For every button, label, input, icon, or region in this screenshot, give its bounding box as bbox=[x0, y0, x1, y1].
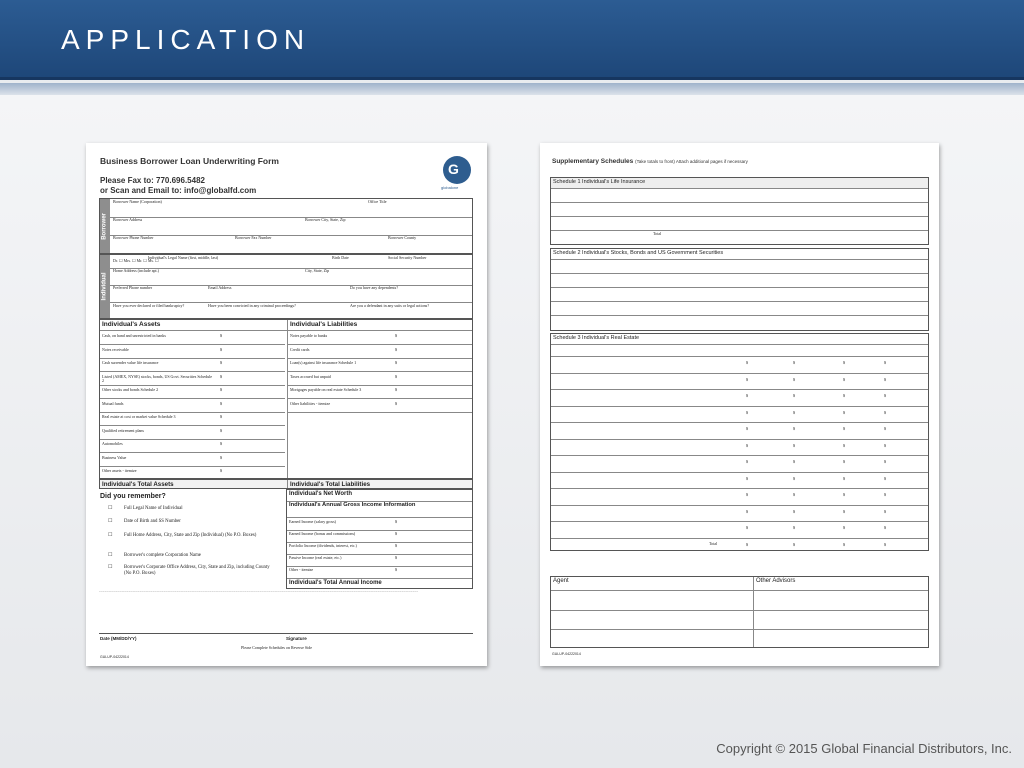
remember-checkbox[interactable]: ☐ bbox=[108, 565, 113, 570]
liability-row[interactable]: Credit cards bbox=[290, 346, 310, 352]
real-estate-dollar: $ bbox=[793, 360, 795, 365]
net-worth-label: Individual's Net Worth bbox=[289, 491, 352, 497]
real-estate-dollar: $ bbox=[793, 541, 795, 547]
field-borrower-county[interactable]: Borrower County bbox=[388, 235, 417, 240]
asset-dollar: $ bbox=[220, 333, 222, 338]
real-estate-dollar: $ bbox=[746, 409, 748, 415]
remember-checkbox[interactable]: ☐ bbox=[108, 553, 113, 558]
fax-line: Please Fax to: 770.696.5482 bbox=[100, 176, 205, 185]
borrower-label: Borrower bbox=[101, 213, 108, 240]
remember-item: Full Home Address, City, State and Zip (Individual) (No P.O. Boxes) bbox=[124, 533, 257, 538]
asset-row[interactable]: Automobiles bbox=[102, 441, 123, 446]
asset-row[interactable]: Business Value bbox=[102, 454, 127, 460]
field-preferred-phone[interactable]: Preferred Phone number bbox=[113, 285, 153, 290]
slide-title: APPLICATION bbox=[61, 24, 311, 55]
real-estate-dollar: $ bbox=[843, 541, 845, 547]
real-estate-dollar: $ bbox=[884, 475, 886, 481]
liability-row[interactable]: Notes payable to banks bbox=[290, 333, 328, 338]
real-estate-dollar: $ bbox=[843, 426, 845, 431]
real-estate-dollar: $ bbox=[843, 360, 845, 365]
remember-item: Date of Birth and SS Number bbox=[124, 519, 181, 524]
asset-row[interactable]: Notes receivable bbox=[102, 346, 129, 352]
real-estate-dollar: $ bbox=[746, 541, 748, 547]
real-estate-dollar: $ bbox=[746, 508, 748, 514]
form2-code: GULUP-04222014 bbox=[552, 652, 581, 656]
field-legal-name[interactable]: Individual's Legal Name (first, middle, last) bbox=[148, 255, 219, 260]
remember-checkbox[interactable]: ☐ bbox=[108, 519, 113, 524]
real-estate-dollar: $ bbox=[884, 459, 886, 464]
real-estate-dollar: $ bbox=[793, 376, 795, 382]
remember-item: Full Legal Name of Individual bbox=[124, 506, 183, 511]
real-estate-dollar: $ bbox=[884, 442, 886, 448]
totals-row bbox=[99, 479, 473, 489]
real-estate-dollar: $ bbox=[746, 475, 748, 481]
asset-dollar: $ bbox=[220, 387, 222, 392]
field-criminal[interactable]: Have you been convicted in any criminal proceedings? bbox=[208, 303, 296, 308]
real-estate-dollar: $ bbox=[884, 376, 886, 382]
income-row[interactable]: Passive Income (real estate, etc.) bbox=[289, 555, 342, 560]
real-estate-dollar: $ bbox=[843, 525, 845, 530]
real-estate-dollar: $ bbox=[884, 360, 886, 365]
real-estate-dollar: $ bbox=[843, 442, 845, 448]
real-estate-dollar: $ bbox=[793, 508, 795, 514]
schedule-1-title: Schedule 1 Individual's Life Insurance bbox=[553, 179, 646, 185]
liability-row[interactable]: Other liabilities - itemize bbox=[290, 400, 331, 406]
liability-dollar: $ bbox=[395, 373, 397, 379]
borrower-section bbox=[99, 198, 473, 254]
real-estate-dollar: $ bbox=[884, 525, 886, 530]
field-borrower-city[interactable]: Borrower City, State, Zip bbox=[305, 217, 346, 222]
real-estate-dollar: $ bbox=[884, 508, 886, 514]
real-estate-dollar: $ bbox=[746, 442, 748, 448]
real-estate-dollar: $ bbox=[843, 492, 845, 497]
real-estate-dollar: $ bbox=[884, 541, 886, 547]
income-table bbox=[286, 489, 473, 589]
income-row[interactable]: Earned Income (salary gross) bbox=[289, 519, 336, 524]
form1-code: GULUP-04222014 bbox=[100, 655, 129, 659]
field-city-state-zip[interactable]: City, State, Zip bbox=[305, 268, 330, 273]
real-estate-dollar: $ bbox=[793, 393, 795, 398]
asset-dollar: $ bbox=[220, 427, 222, 433]
real-estate-dollar: $ bbox=[843, 475, 845, 481]
date-label: Date (MM/DD/YY) bbox=[100, 636, 137, 641]
field-birth-date[interactable]: Birth Date bbox=[332, 255, 349, 260]
agent-advisors-table bbox=[550, 576, 929, 648]
real-estate-dollar: $ bbox=[746, 492, 748, 497]
field-home-address[interactable]: Home Address (include apt.) bbox=[113, 268, 159, 273]
remember-checkbox[interactable]: ☐ bbox=[108, 506, 113, 511]
asset-row[interactable]: Cash surrender value life insurance bbox=[102, 360, 159, 365]
form-title: Business Borrower Loan Underwriting Form bbox=[100, 156, 279, 166]
schedule-3-table bbox=[550, 333, 929, 551]
asset-row[interactable]: Real estate at cost or market value Schedule 3 bbox=[102, 414, 176, 419]
agent-label: Agent bbox=[553, 578, 569, 584]
schedule-1-total: Total bbox=[653, 231, 662, 236]
liability-dollar: $ bbox=[395, 400, 397, 406]
income-dollar: $ bbox=[395, 519, 397, 524]
real-estate-dollar: $ bbox=[793, 442, 795, 448]
asset-dollar: $ bbox=[220, 373, 222, 379]
real-estate-dollar: $ bbox=[746, 393, 748, 398]
schedule-3-title: Schedule 3 Individual's Real Estate bbox=[553, 335, 640, 341]
remember-item: Borrower's complete Corporation Name bbox=[124, 553, 201, 558]
real-estate-dollar: $ bbox=[746, 376, 748, 382]
real-estate-dollar: $ bbox=[793, 475, 795, 481]
individual-section: Individual Dr. ☐ Mrs. ☐ Mr. ☐ Ms. ☐ Individual's Legal Name (first, middle, last) Birth Date Social Security Number Home Address (include apt.) City, State, Zip Preferred Phone number Email Address Do you have any dependents? Have you ever declared or filed bankruptcy? Have you been convicted in any criminal proceedings? Are you a defendant in any suits or legal actions? bbox=[99, 254, 473, 319]
asset-dollar: $ bbox=[220, 441, 222, 446]
liability-dollar: $ bbox=[395, 360, 397, 365]
field-email[interactable]: Email Address bbox=[208, 285, 232, 290]
supplementary-schedules-page bbox=[540, 143, 939, 666]
field-borrower-name[interactable]: Borrower Name (Corporation) bbox=[113, 199, 162, 204]
real-estate-dollar: $ bbox=[843, 393, 845, 398]
field-borrower-phone[interactable]: Borrower Phone Number bbox=[113, 235, 154, 240]
field-office-title[interactable]: Office Title bbox=[368, 199, 387, 204]
field-legal-actions[interactable]: Are you a defendant in any suits or legal actions? bbox=[350, 303, 429, 308]
real-estate-dollar: $ bbox=[793, 426, 795, 431]
real-estate-dollar: $ bbox=[793, 409, 795, 415]
asset-dollar: $ bbox=[220, 400, 222, 406]
asset-row[interactable]: Listed (AMEX, NYSE) stocks, bonds, US Govt. Securities Schedule 2 bbox=[102, 373, 212, 384]
real-estate-dollar: $ bbox=[793, 492, 795, 497]
income-dollar: $ bbox=[395, 555, 397, 560]
asset-dollar: $ bbox=[220, 346, 222, 352]
email-line: or Scan and Email to: info@globalfd.com bbox=[100, 186, 257, 195]
total-assets-label: Individual's Total Assets bbox=[102, 481, 174, 488]
liability-dollar: $ bbox=[395, 333, 397, 338]
total-income-label: Individual's Total Annual Income bbox=[289, 580, 382, 586]
assets-title: Individual's Assets bbox=[102, 321, 161, 328]
income-dollar: $ bbox=[395, 543, 397, 548]
real-estate-dollar: $ bbox=[843, 459, 845, 464]
real-estate-dollar: $ bbox=[843, 376, 845, 382]
real-estate-dollar: $ bbox=[746, 426, 748, 431]
real-estate-dollar: $ bbox=[746, 459, 748, 464]
real-estate-dollar: $ bbox=[884, 492, 886, 497]
remember-checkbox[interactable]: ☐ bbox=[108, 533, 113, 538]
asset-row[interactable]: Cash, on hand and unrestricted in banks bbox=[102, 333, 166, 338]
real-estate-dollar: $ bbox=[843, 508, 845, 514]
schedule-2-title: Schedule 2 Individual's Stocks, Bonds and US Government Securities bbox=[553, 250, 724, 256]
income-row[interactable]: Portfolio Income (dividends, interest, etc.) bbox=[289, 543, 357, 548]
asset-row[interactable]: Mutual funds bbox=[102, 400, 124, 406]
real-estate-dollar: $ bbox=[884, 393, 886, 398]
asset-dollar: $ bbox=[220, 360, 222, 365]
other-advisors-label: Other Advisors bbox=[756, 578, 796, 584]
liability-row[interactable]: Loan(s) against life insurance Schedule 1 bbox=[290, 360, 357, 365]
schedules-title: Supplementary Schedules (Take totals to front) Attach additional pages if necessary bbox=[552, 158, 748, 165]
schedule-3-total: Total bbox=[709, 541, 718, 546]
field-borrower-fax[interactable]: Borrower Fax Number bbox=[235, 235, 272, 240]
remember-item: Borrower's Corporate Office Address, City, State and Zip, including County (No P.O. Boxes) bbox=[124, 565, 270, 576]
asset-dollar: $ bbox=[220, 468, 222, 473]
liability-row[interactable]: Taxes accrued but unpaid bbox=[290, 373, 331, 379]
asset-dollar: $ bbox=[220, 414, 222, 419]
field-ssn[interactable]: Social Security Number bbox=[388, 255, 427, 260]
real-estate-dollar: $ bbox=[843, 409, 845, 415]
income-dollar: $ bbox=[395, 531, 397, 536]
field-dependents[interactable]: Do you have any dependents? bbox=[350, 285, 398, 290]
signature-label: Signature bbox=[286, 636, 307, 641]
asset-row[interactable]: Other stocks and bonds Schedule 2 bbox=[102, 387, 159, 392]
asset-row[interactable]: Qualified retirement plans bbox=[102, 427, 144, 433]
globalone-logo-icon: G bbox=[443, 156, 471, 184]
real-estate-dollar: $ bbox=[746, 360, 748, 365]
schedule-1-table bbox=[550, 177, 929, 245]
total-liabilities-label: Individual's Total Liabilities bbox=[290, 481, 371, 488]
real-estate-dollar: $ bbox=[793, 525, 795, 530]
asset-dollar: $ bbox=[220, 454, 222, 460]
real-estate-dollar: $ bbox=[884, 409, 886, 415]
remember-title: Did you remember? bbox=[100, 493, 166, 500]
real-estate-dollar: $ bbox=[746, 525, 748, 530]
individual-label: Individual bbox=[101, 272, 108, 301]
asset-row[interactable]: Other assets - itemize bbox=[102, 468, 137, 473]
liability-dollar: $ bbox=[395, 387, 397, 392]
income-row[interactable]: Earned Income (bonus and commissions) bbox=[289, 531, 356, 536]
gross-income-title: Individual's Annual Gross Income Information bbox=[289, 502, 416, 508]
assets-liabilities-table bbox=[99, 319, 473, 479]
income-row[interactable]: Other - itemize bbox=[289, 567, 314, 572]
loan-underwriting-form-page bbox=[86, 143, 487, 666]
real-estate-dollar: $ bbox=[793, 459, 795, 464]
copyright: Copyright © 2015 Global Financial Distributors, Inc. bbox=[716, 741, 1012, 756]
logo-text: globalone bbox=[441, 185, 459, 190]
reverse-note: Please Complete Schedules on Reverse Side bbox=[241, 645, 312, 650]
income-dollar: $ bbox=[395, 567, 397, 572]
liabilities-title: Individual's Liabilities bbox=[290, 321, 358, 328]
header-band bbox=[0, 83, 1024, 95]
disclosure-text: ............................................................................................................................................................................................................................................................................................................................................................................................................................................................................................................ bbox=[99, 591, 419, 593]
liability-row[interactable]: Mortgages payable on real estate Schedule 3 bbox=[290, 387, 362, 392]
field-borrower-address[interactable]: Borrower Address bbox=[113, 217, 143, 222]
real-estate-dollar: $ bbox=[884, 426, 886, 431]
field-bankruptcy[interactable]: Have you ever declared or filed bankruptcy? bbox=[113, 303, 185, 308]
liability-dollar: $ bbox=[395, 346, 397, 352]
schedule-2-table bbox=[550, 248, 929, 331]
